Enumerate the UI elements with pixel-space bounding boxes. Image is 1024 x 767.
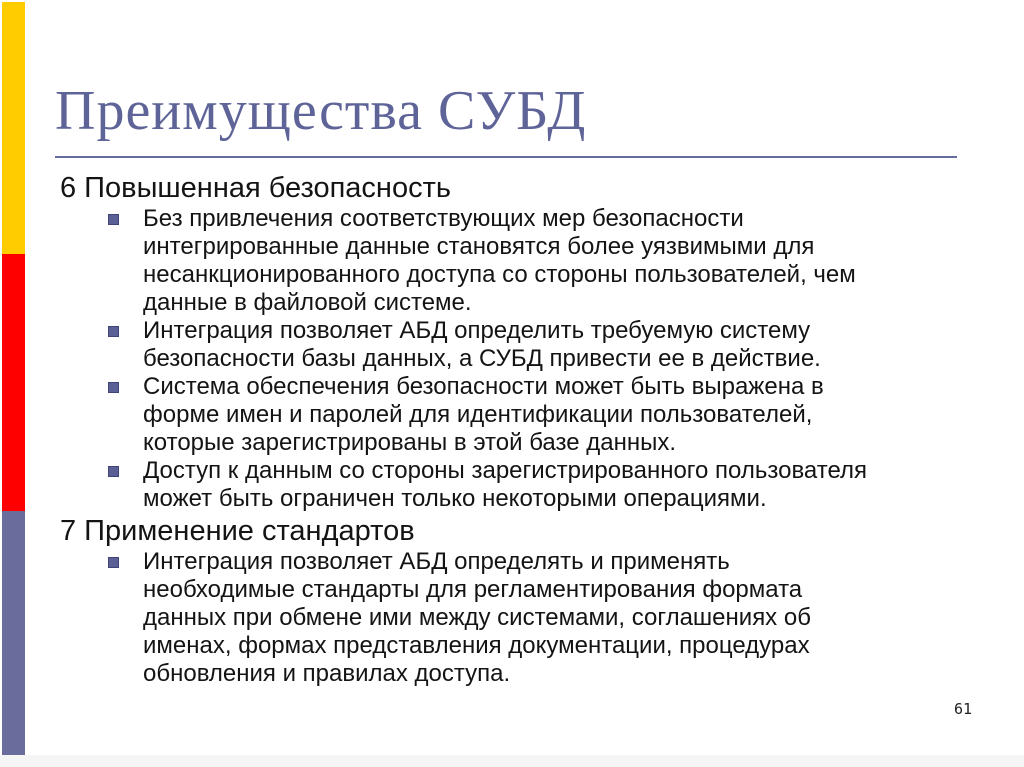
bullet-text: Система обеспечения безопасности может быть выражена в форме имен и паролей для идентификации пользователей, которые зарегистрированы в этой базе данных. (143, 373, 824, 456)
accent-bar-red-segment (2, 254, 25, 511)
bullet-text: Интеграция позволяет АБД определять и применять необходимые стандарты для регламентирования формата данных при обмене ими между системами, соглашениях об именах, формах представления документации, процедурах обновления и правилах доступа. (143, 548, 811, 687)
square-bullet-icon (108, 326, 119, 337)
bullet-text: Без привлечения соответствующих мер безопасности интегрированные данные становятся более уязвимыми для несанкционированного доступа со стороны пользователей, чем данные в файловой системе. (143, 205, 856, 316)
title-divider (55, 156, 957, 158)
accent-bar (2, 2, 25, 755)
bullet-item (60, 548, 970, 688)
accent-bar-purple-segment (2, 511, 25, 755)
accent-bar-yellow-segment (2, 2, 25, 254)
bullet-text: Доступ к данным со стороны зарегистрированного пользователя может быть ограничен только некоторыми операциями. (143, 457, 868, 512)
bullet-item (60, 373, 970, 457)
square-bullet-icon (108, 382, 119, 393)
bullet-item (60, 205, 970, 317)
bullet-item (60, 317, 970, 373)
bottom-edge-strip (0, 755, 1024, 767)
slide-body (60, 172, 970, 688)
section-heading-7: 7 Применение стандартов (60, 515, 415, 547)
square-bullet-icon (108, 557, 119, 568)
slide-title: Преимущества СУБД (55, 80, 587, 142)
square-bullet-icon (108, 214, 119, 225)
bullet-text: Интеграция позволяет АБД определить требуемую систему безопасности базы данных, а СУБД привести ее в действие. (143, 317, 821, 372)
page-number: 61 (953, 700, 972, 718)
bullet-item (60, 457, 970, 513)
square-bullet-icon (108, 466, 119, 477)
section-heading-6: 6 Повышенная безопасность (60, 172, 451, 204)
